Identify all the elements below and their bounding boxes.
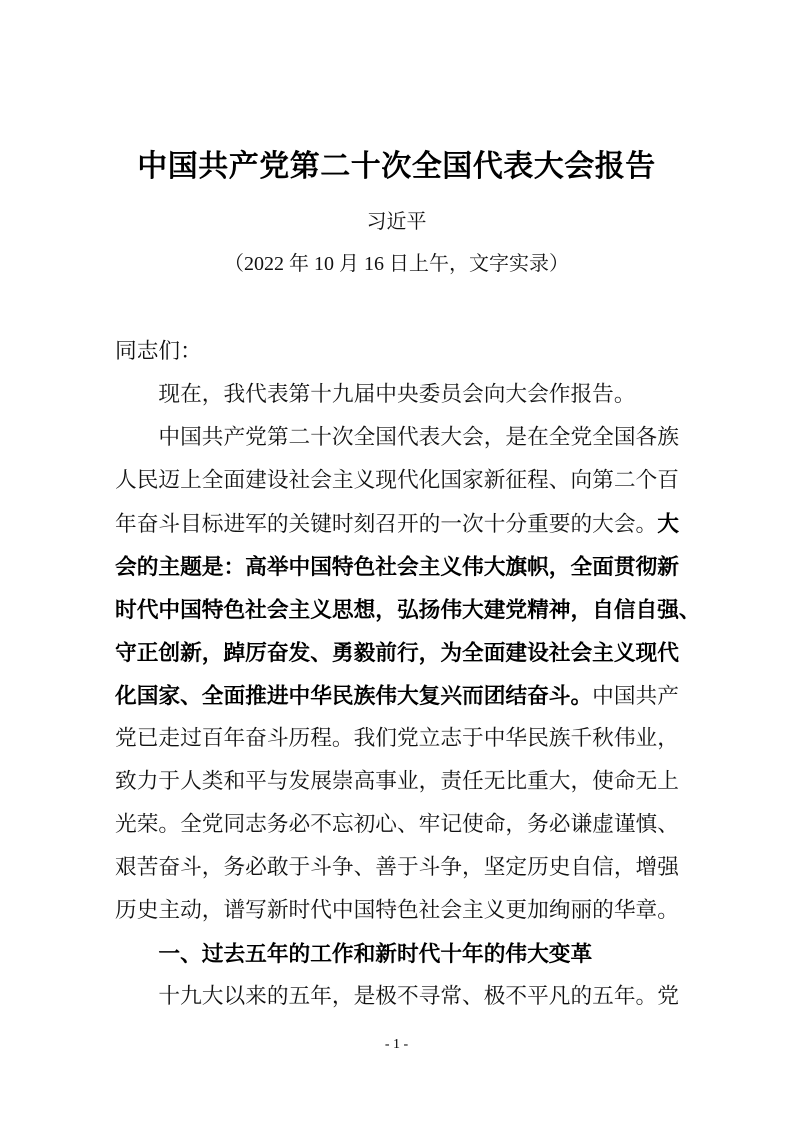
body-text: 中国共产 — [592, 684, 679, 708]
text-line — [115, 545, 700, 588]
emphasis-text: 化国家、全面推进中华民族伟大复兴而团结奋斗。 — [115, 683, 593, 708]
emphasis-text: 时代中国特色社会主义思想，弘扬伟大建党精神，自信自强、 — [115, 597, 701, 622]
text-line — [115, 803, 700, 846]
emphasis-text: 守正创新，踔厉奋发、勇毅前行，为全面建设社会主义现代 — [115, 640, 679, 665]
text-line — [115, 846, 700, 889]
text-line — [115, 889, 700, 932]
emphasis-text: 大 — [657, 511, 679, 536]
text-line — [115, 330, 700, 373]
text-line — [115, 588, 700, 631]
body-text: 中国共产党第二十次全国代表大会，是在全党全国各族 — [158, 425, 679, 449]
emphasis-text: 会的主题是：高举中国特色社会主义伟大旗帜，全面贯彻新 — [115, 554, 679, 579]
text-line — [115, 674, 700, 717]
author-line: 习近平 — [366, 211, 427, 233]
body-text: 艰苦奋斗，务必敢于斗争、善于斗争，坚定历史自信，增强 — [115, 855, 679, 879]
text-line — [115, 416, 700, 459]
body-text: 十九大以来的五年，是极不寻常、极不平凡的五年。党 — [158, 984, 679, 1008]
text-line — [115, 975, 700, 1018]
body-text: 党已走过百年奋斗历程。我们党立志于中华民族千秋伟业， — [115, 726, 679, 750]
text-line — [115, 631, 700, 674]
text-line — [115, 932, 700, 975]
body-text: 同志们： — [115, 339, 202, 363]
body-text: 年奋斗目标进军的关键时刻召开的一次十分重要的大会。 — [115, 512, 658, 536]
body-text: 人民迈上全面建设社会主义现代化国家新征程、向第二个百 — [115, 468, 679, 492]
body-text: 光荣。全党同志务必不忘初心、牢记使命，务必谦虚谨慎、 — [115, 812, 679, 836]
text-line — [115, 459, 700, 502]
emphasis-text: 一、过去五年的工作和新时代十年的伟大变革 — [158, 941, 593, 966]
text-line — [115, 717, 700, 760]
text-line — [115, 502, 700, 545]
document-body — [115, 330, 700, 1018]
page-number: - 1 - — [384, 1037, 409, 1052]
body-text: 历史主动，谱写新时代中国特色社会主义更加绚丽的华章。 — [115, 898, 679, 922]
dateline: （2022 年 10 月 16 日上午，文字实录） — [224, 253, 569, 275]
text-line — [115, 760, 700, 803]
text-line — [115, 373, 700, 416]
page-title: 中国共产党第二十次全国代表大会报告 — [137, 150, 656, 183]
body-text: 致力于人类和平与发展崇高事业，责任无比重大，使命无上 — [115, 769, 679, 793]
body-text: 现在，我代表第十九届中央委员会向大会作报告。 — [158, 382, 636, 406]
